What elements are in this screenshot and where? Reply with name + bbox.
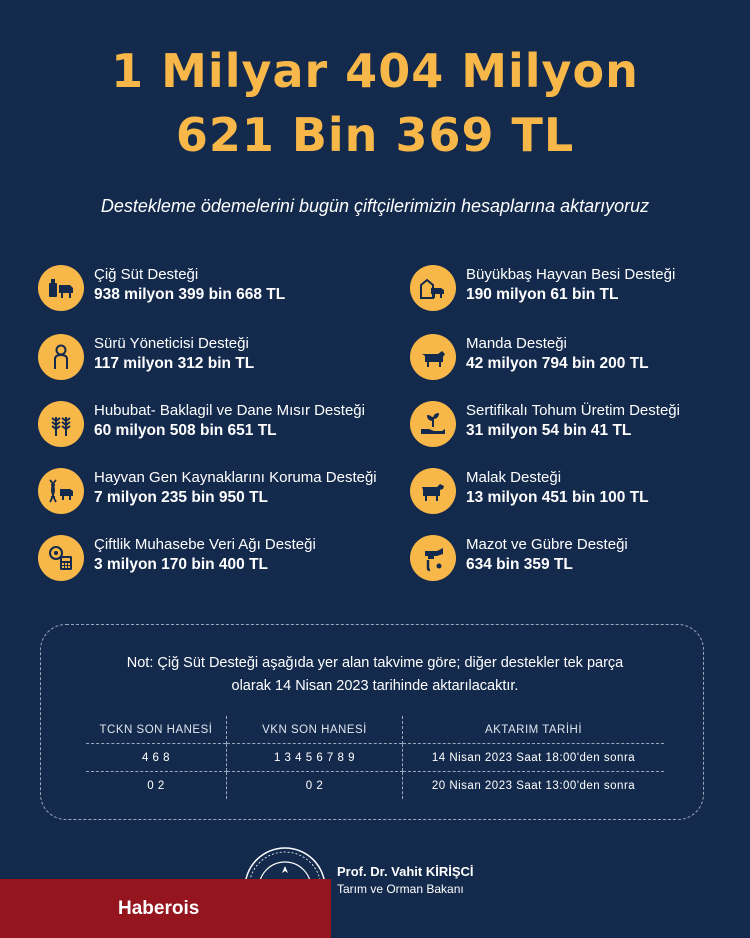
watermark-banner: Haberois (0, 879, 331, 938)
support-amount: 117 milyon 312 bin TL (94, 355, 255, 372)
support-amount: 13 milyon 451 bin 100 TL (466, 489, 649, 506)
person-icon (38, 334, 84, 380)
payment-schedule-table (86, 716, 664, 799)
support-label: Çiftlik Muhasebe Veri Ağı Desteği (94, 536, 316, 553)
note-line-2: olarak 14 Nisan 2023 tarihinde aktarılacaktır. (231, 678, 519, 694)
support-label: Büyükbaş Hayvan Besi Desteği (466, 266, 676, 283)
fuel-nozzle-icon (410, 535, 456, 581)
support-item-manda (410, 334, 730, 384)
table-row (86, 772, 664, 800)
table-cell: 20 Nisan 2023 Saat 13:00'den sonra (403, 772, 665, 800)
minister-name: Prof. Dr. Vahit KİRİŞCİ (337, 864, 474, 879)
support-item-malak (410, 468, 730, 518)
headline-line-2: 621 Bin 369 TL (175, 108, 575, 162)
support-label: Mazot ve Gübre Desteği (466, 536, 628, 553)
support-item-cig-sut (38, 265, 388, 315)
support-amount: 42 milyon 794 bin 200 TL (466, 355, 649, 372)
seedling-hand-icon (410, 401, 456, 447)
minister-role: Tarım ve Orman Bakanı (337, 882, 464, 896)
support-amount: 60 milyon 508 bin 651 TL (94, 422, 277, 439)
support-item-suru-yoneticisi (38, 334, 388, 384)
support-item-buyukbas-besi (410, 265, 730, 315)
table-cell: 4 6 8 (86, 744, 227, 772)
column-header-tckn: TCKN SON HANESİ (99, 723, 213, 736)
accounting-calculator-icon (38, 535, 84, 581)
support-amount: 31 milyon 54 bin 41 TL (466, 422, 632, 439)
support-label: Manda Desteği (466, 335, 567, 352)
table-cell: 1 3 4 5 6 7 8 9 (227, 744, 403, 772)
support-label: Hayvan Gen Kaynaklarını Koruma Desteği (94, 469, 377, 486)
support-amount: 7 milyon 235 bin 950 TL (94, 489, 269, 506)
column-header-date: AKTARIM TARİHİ (403, 716, 665, 744)
table-header-row (86, 716, 664, 744)
note-line-1: Not: Çiğ Süt Desteği aşağıda yer alan takvime göre; diğer destekler tek parça (126, 655, 624, 671)
wheat-icon (38, 401, 84, 447)
support-item-hububat (38, 401, 398, 451)
table-cell: 0 2 (147, 779, 165, 792)
table-cell: 0 2 (227, 772, 403, 800)
headline-line-1: 1 Milyar 404 Milyon (111, 44, 639, 98)
minister-signature (337, 864, 474, 896)
cattle-barn-icon (410, 265, 456, 311)
support-label: Malak Desteği (466, 469, 562, 486)
dna-animal-icon (38, 468, 84, 514)
support-amount: 634 bin 359 TL (466, 556, 573, 573)
support-label: Sertifikalı Tohum Üretim Desteği (466, 402, 680, 419)
support-label: Hububat- Baklagil ve Dane Mısır Desteği (94, 402, 365, 419)
support-amount: 3 milyon 170 bin 400 TL (94, 556, 269, 573)
buffalo-icon (410, 334, 456, 380)
support-item-mazot-gubre (410, 535, 730, 585)
support-label: Çiğ Süt Desteği (94, 266, 199, 283)
support-item-sertifikali-tohum (410, 401, 730, 451)
support-label: Sürü Yöneticisi Desteği (94, 335, 249, 352)
subtitle: Destekleme ödemelerini bugün çiftçilerimizin hesaplarına aktarıyoruz (100, 196, 650, 216)
note-text (50, 652, 700, 698)
calf-icon (410, 468, 456, 514)
support-item-hayvan-gen (38, 468, 403, 518)
support-amount: 190 milyon 61 bin TL (466, 286, 619, 303)
table-cell: 14 Nisan 2023 Saat 18:00'den sonra (403, 744, 665, 772)
milk-cow-icon (38, 265, 84, 311)
support-amount: 938 milyon 399 bin 668 TL (94, 286, 286, 303)
column-header-vkn: VKN SON HANESİ (227, 716, 403, 744)
support-item-ciftlik-muhasebe (38, 535, 388, 585)
table-row (86, 744, 664, 772)
